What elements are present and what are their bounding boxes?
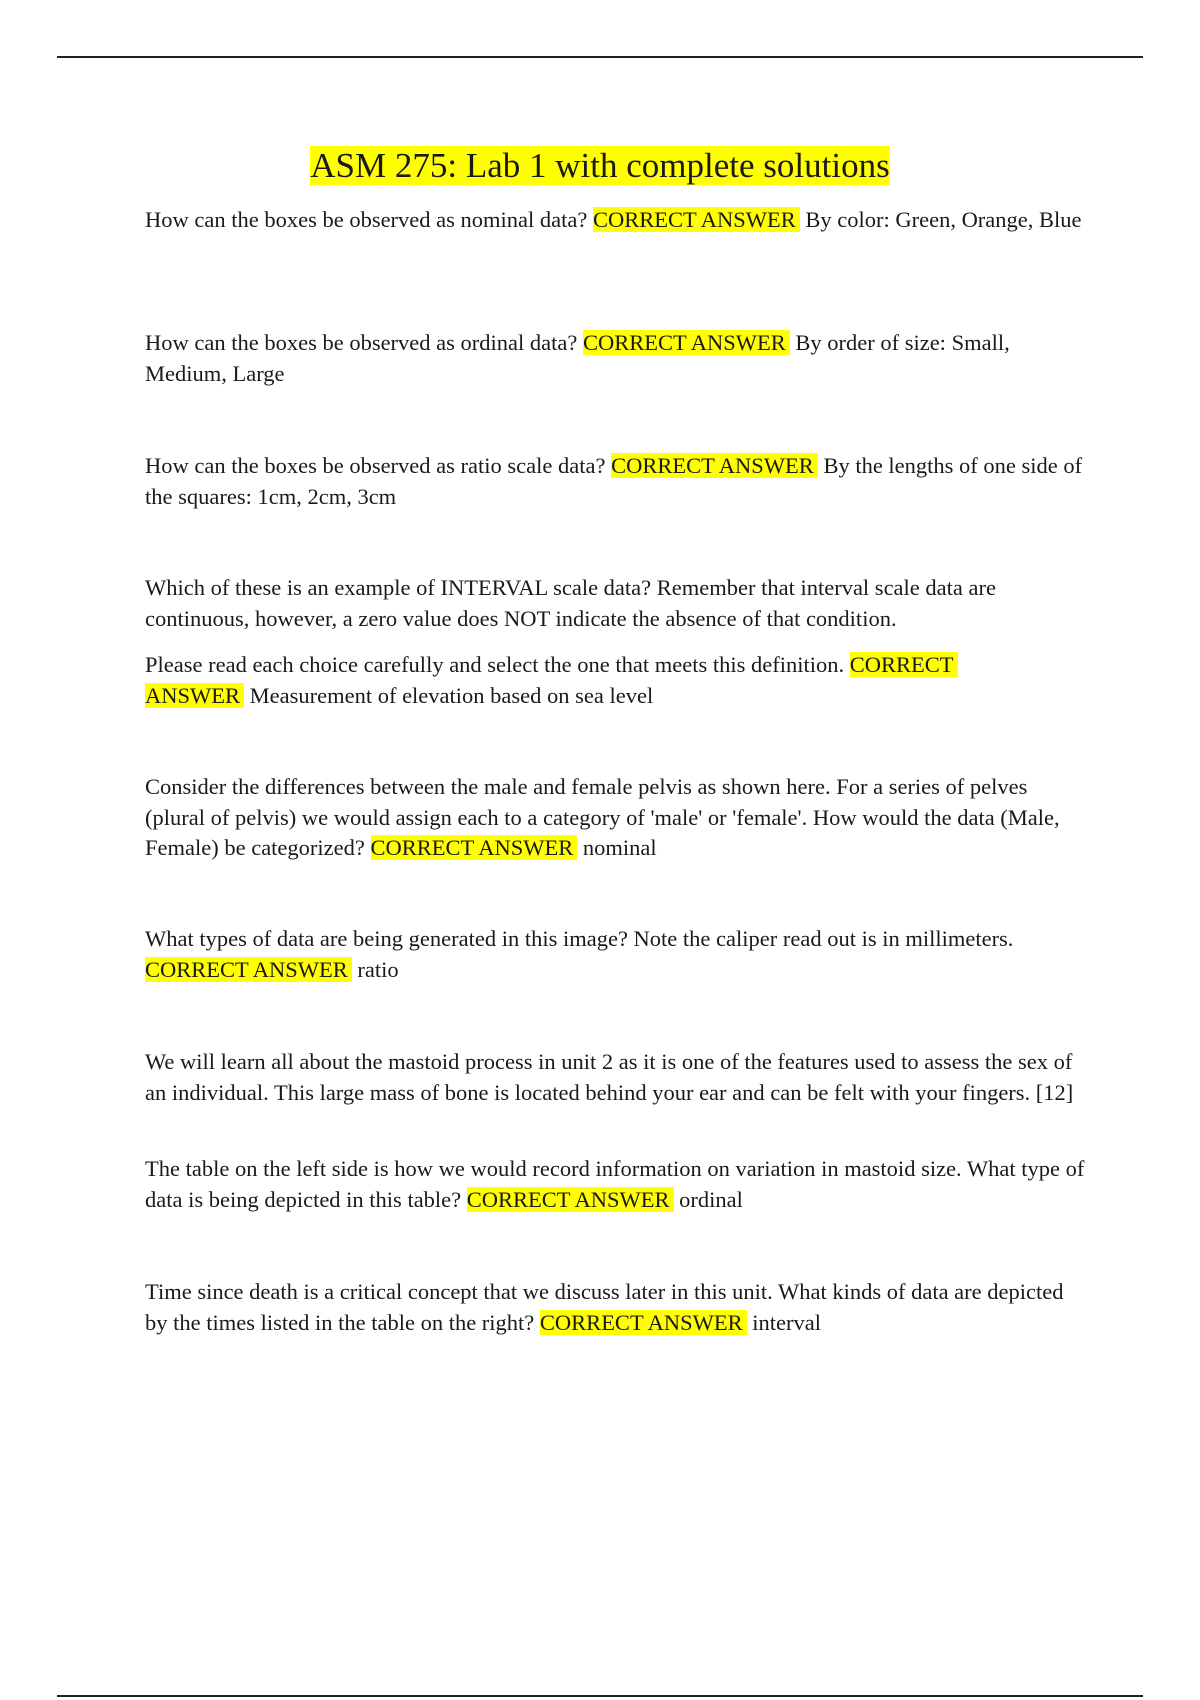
answer-text: By color: Green, Orange, Blue (799, 207, 1082, 232)
top-rule (57, 56, 1143, 58)
qa-paragraph-2 (145, 328, 1085, 389)
qa-paragraph-5 (145, 772, 1085, 864)
correct-answer-marker: CORRECT ANSWER (540, 1310, 747, 1335)
question-text: Consider the differences between the male and female pelvis as shown here. For a series of pelves (plural of pelvis) we would assign each to a category of 'male' or 'female'. How would the data (Male, Female) be categorized? (145, 774, 1060, 860)
correct-answer-marker: CORRECT ANSWER (593, 207, 800, 232)
answer-text: Measurement of elevation based on sea level (244, 682, 654, 708)
correct-answer-marker: CORRECT ANSWER (371, 835, 578, 860)
question-text: The table on the left side is how we would record information on variation in mastoid size. What type of data is being depicted in this table? (145, 1156, 1085, 1212)
question-text: What types of data are being generated in this image? Note the caliper read out is in millimeters. (145, 926, 1014, 951)
qa-paragraph-8 (145, 1277, 1085, 1338)
qa-paragraph-4 (145, 650, 1085, 711)
answer-text: ratio (351, 956, 399, 982)
paragraph-text: Which of these is an example of INTERVAL scale data? Remember that interval scale data are continuous, however, a zero value does NOT indicate the absence of that condition. (145, 575, 996, 631)
bottom-rule (57, 1695, 1143, 1697)
answer-text: By the lengths of one side of the squares: 1cm, 2cm, 3cm (145, 453, 1083, 509)
interval-question-paragraph (145, 573, 1085, 634)
question-text: Time since death is a critical concept that we discuss later in this unit. What kinds of data are depicted by the times listed in the table on the right? (145, 1279, 1064, 1335)
document-title (0, 144, 1200, 188)
qa-paragraph-3 (145, 451, 1085, 512)
correct-answer-marker: CORRECT ANSWER (611, 453, 818, 478)
answer-text: By order of size: Small, Medium, Large (145, 330, 1010, 386)
correct-answer-marker-part-1: CORRECT (850, 652, 958, 677)
title-highlight: ASM 275: Lab 1 with complete solutions (310, 146, 890, 185)
correct-answer-marker: CORRECT ANSWER (145, 957, 352, 982)
answer-text: interval (746, 1309, 822, 1335)
correct-answer-marker: CORRECT ANSWER (583, 330, 790, 355)
answer-text: ordinal (673, 1186, 743, 1212)
question-text: How can the boxes be observed as ordinal data? (145, 330, 583, 355)
qa-paragraph-6 (145, 924, 1085, 985)
question-text: Please read each choice carefully and select the one that meets this definition. (145, 652, 850, 677)
correct-answer-marker: CORRECT ANSWER (467, 1187, 674, 1212)
qa-paragraph-1 (145, 205, 1085, 236)
question-text: How can the boxes be observed as ratio scale data? (145, 453, 612, 478)
question-text: How can the boxes be observed as nominal data? (145, 207, 593, 232)
answer-text: nominal (577, 835, 657, 860)
mastoid-paragraph (145, 1047, 1085, 1108)
correct-answer-marker-part-2: ANSWER (145, 683, 244, 708)
qa-paragraph-7 (145, 1154, 1085, 1215)
paragraph-text: We will learn all about the mastoid process in unit 2 as it is one of the features used to assess the sex of an individual. This large mass of bone is located behind your ear and can be felt with your fingers. [12] (145, 1049, 1074, 1105)
